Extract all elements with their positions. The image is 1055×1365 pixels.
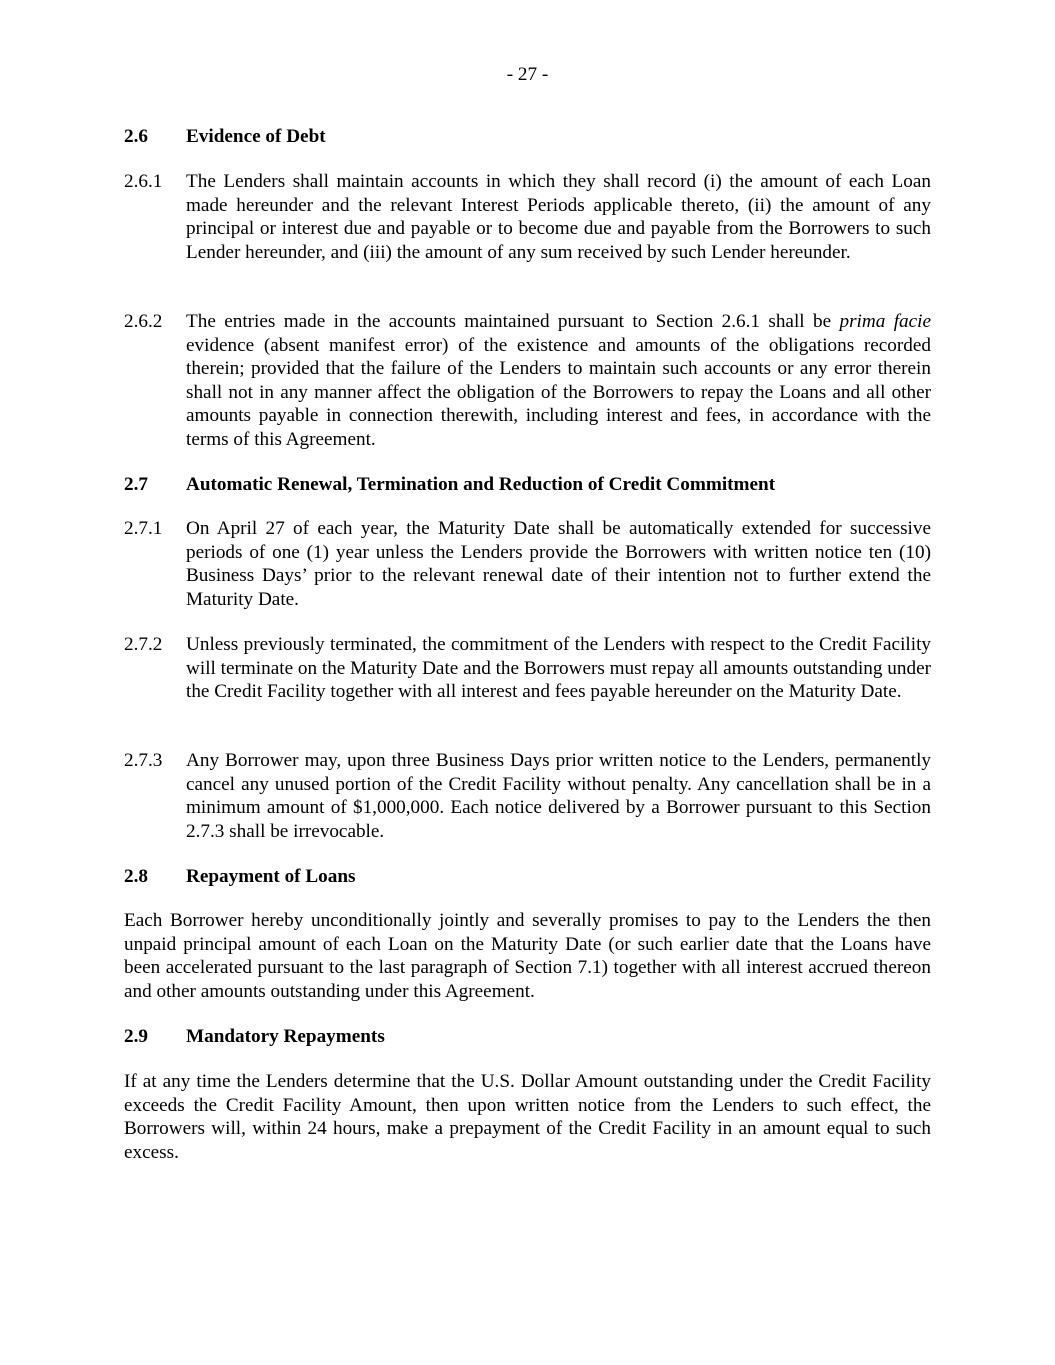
section-number: 2.7 [124, 474, 148, 495]
clause-text-part: evidence (absent manifest error) of the existence and amounts of the obligations recorded therein; provided that the failure of the Lenders to maintain such accounts or any error therein shall not in any manner affect the obligation of the Borrowers to repay the Loans and all other amounts payable in connection therewith, including interest and fees, in accordance with the terms of this Agreement. [186, 334, 931, 450]
section-number: 2.8 [124, 866, 148, 887]
clause-number: 2.6.1 [124, 171, 163, 192]
section-title: Repayment of Loans [186, 866, 356, 887]
section-heading-2-7 [124, 473, 775, 497]
clause-number: 2.7.1 [124, 518, 163, 539]
clause-text: Unless previously terminated, the commitment of the Lenders with respect to the Credit Facility will terminate on the Maturity Date and the Borrowers must repay all amounts outstanding under the Credit Facility together with all interest and fees payable hereunder on the Maturity Date. [186, 634, 931, 703]
clause-2-6-2 [124, 310, 931, 452]
clause-text: The Lenders shall maintain accounts in which they shall record (i) the amount of each Loan made hereunder and the relevant Interest Periods applicable thereto, (ii) the amount of any principal or interest due and payable or to become due and payable from the Borrowers to such Lender hereunder, and (iii) the amount of any sum received by such Lender hereunder. [186, 171, 931, 263]
clause-2-6-1 [124, 170, 931, 264]
clause-number: 2.6.2 [124, 311, 163, 332]
clause-text-italic: prima facie [839, 311, 931, 332]
section-number: 2.6 [124, 126, 148, 147]
clause-2-7-1 [124, 517, 931, 611]
clause-2-7-3 [124, 749, 931, 843]
clause-text: On April 27 of each year, the Maturity Date shall be automatically extended for successive periods of one (1) year unless the Lenders provide the Borrowers with written notice ten (10) Business Days’ prior to the relevant renewal date of their intention not to further extend the Maturity Date. [186, 518, 931, 610]
clause-number: 2.7.2 [124, 634, 163, 655]
section-number: 2.9 [124, 1026, 148, 1047]
section-title: Automatic Renewal, Termination and Reduction of Credit Commitment [186, 474, 776, 495]
page-number: - 27 - [506, 64, 549, 85]
clause-2-7-2 [124, 633, 931, 704]
section-title: Mandatory Repayments [186, 1026, 385, 1047]
clause-text-part: The entries made in the accounts maintained pursuant to Section 2.6.1 shall be [186, 311, 840, 332]
paragraph-2-9: If at any time the Lenders determine that the U.S. Dollar Amount outstanding under the Credit Facility exceeds the Credit Facility Amount, then upon written notice from the Lenders to such effect, the Borrowers will, within 24 hours, make a prepayment of the Credit Facility in an amount equal to such excess. [124, 1071, 931, 1163]
clause-text: Any Borrower may, upon three Business Days prior written notice to the Lenders, permanently cancel any unused portion of the Credit Facility without penalty. Any cancellation shall be in a minimum amount of $1,000,000. Each notice delivered by a Borrower pursuant to this Section 2.7.3 shall be irrevocable. [186, 750, 931, 842]
section-heading-2-6 [124, 125, 326, 149]
section-title: Evidence of Debt [186, 126, 326, 147]
clause-number: 2.7.3 [124, 750, 163, 771]
section-heading-2-9 [124, 1025, 385, 1049]
clause-text [186, 310, 931, 452]
paragraph-2-8: Each Borrower hereby unconditionally jointly and severally promises to pay to the Lenders the then unpaid principal amount of each Loan on the Maturity Date (or such earlier date that the Loans have been accelerated pursuant to the last paragraph of Section 7.1) together with all interest accrued thereon and other amounts outstanding under this Agreement. [124, 910, 931, 1002]
section-heading-2-8 [124, 865, 356, 889]
